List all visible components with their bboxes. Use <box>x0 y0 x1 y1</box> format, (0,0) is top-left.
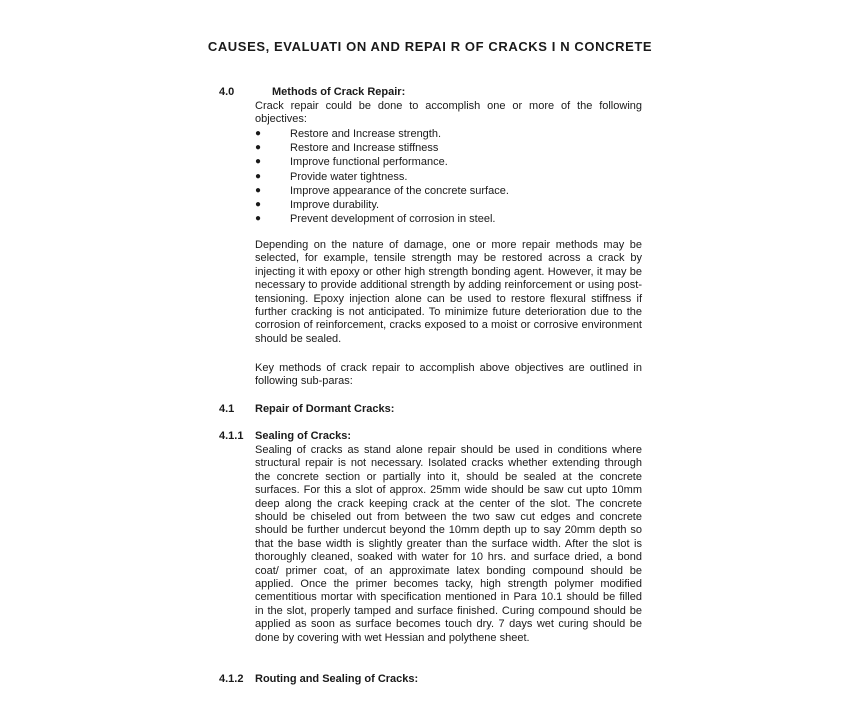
list-item: ● Improve functional performance. <box>255 156 448 169</box>
list-item: ● Prevent development of corrosion in steel. <box>255 213 496 226</box>
section-number: 4.1.1 <box>219 430 244 442</box>
bullet-icon: ● <box>255 170 262 182</box>
section-heading: Repair of Dormant Cracks: <box>255 403 395 415</box>
section-number: 4.0 <box>219 86 235 98</box>
section-heading: Sealing of Cracks: <box>255 430 351 442</box>
body-paragraph: Sealing of cracks as stand alone repair should be used in conditions where structural repair is not necessary. Isolated cracks whether extending through the concrete section or partially into it, should be sealed at the concrete surfaces. For this a slot of approx. 25mm wide should be saw cut upto 10mm deep along the crack keeping crack at the center of the slot. The concrete should be chiseled out from between the two saw cut edges and concrete should be further undercut beyond the 10mm depth up to say 20mm depth so that the base width is slightly greater than the surface width. After the slot is thoroughly cleaned, soaked with water for 10 hrs. and surface dried, a bond coat/ primer coat, of an approximate latex bonding compound should be applied. Once the primer becomes tacky, high strength polymer modified cementitious mortar with specification mentioned in Para 10.1 should be filled in the slot, properly tamped and surface finished. Curing compound should be applied as soon as surface becomes touch dry. 7 days wet curing should be done by covering with wet Hessian and polythene sheet. <box>255 444 642 644</box>
section-number: 4.1.2 <box>219 673 244 685</box>
bullet-icon: ● <box>255 156 262 168</box>
bullet-icon: ● <box>255 128 262 139</box>
list-item: ● Provide water tightness. <box>255 170 408 183</box>
bullet-icon: ● <box>255 213 262 225</box>
objectives-list <box>255 127 645 226</box>
section-intro: Crack repair could be done to accomplish one or more of the following objectives: <box>255 100 642 126</box>
body-paragraph: Key methods of crack repair to accomplish above objectives are outlined in following sub-paras: <box>255 362 642 388</box>
list-item: ● Improve appearance of the concrete surface. <box>255 184 509 197</box>
list-item: ● Improve durability. <box>255 198 380 211</box>
bullet-icon: ● <box>255 184 262 196</box>
section-heading: Routing and Sealing of Cracks: <box>255 673 419 685</box>
list-item: ● Restore and Increase strength. <box>255 128 442 140</box>
bullet-icon: ● <box>255 198 262 210</box>
list-item: ● Restore and Increase stiffness <box>255 142 439 155</box>
body-paragraph: Depending on the nature of damage, one or more repair methods may be selected, for example, tensile strength may be restored across a crack by injecting it with epoxy or other high strength bonding agent. However, it may be necessary to provide additional strength by adding reinforcement or using post-tensioning. Epoxy injection alone can be used to restore flexural stiffness if further cracking is not anticipated. To minimize future deterioration due to the corrosion of reinforcement, cracks exposed to a moist or corrosive environment should be sealed. <box>255 239 642 345</box>
bullet-icon: ● <box>255 142 262 154</box>
section-heading: Methods of Crack Repair: <box>272 86 406 98</box>
section-number: 4.1 <box>219 403 235 415</box>
document-title: CAUSES, EVALUATI ON AND REPAI R OF CRACKS I N CONCRETE <box>207 39 653 54</box>
